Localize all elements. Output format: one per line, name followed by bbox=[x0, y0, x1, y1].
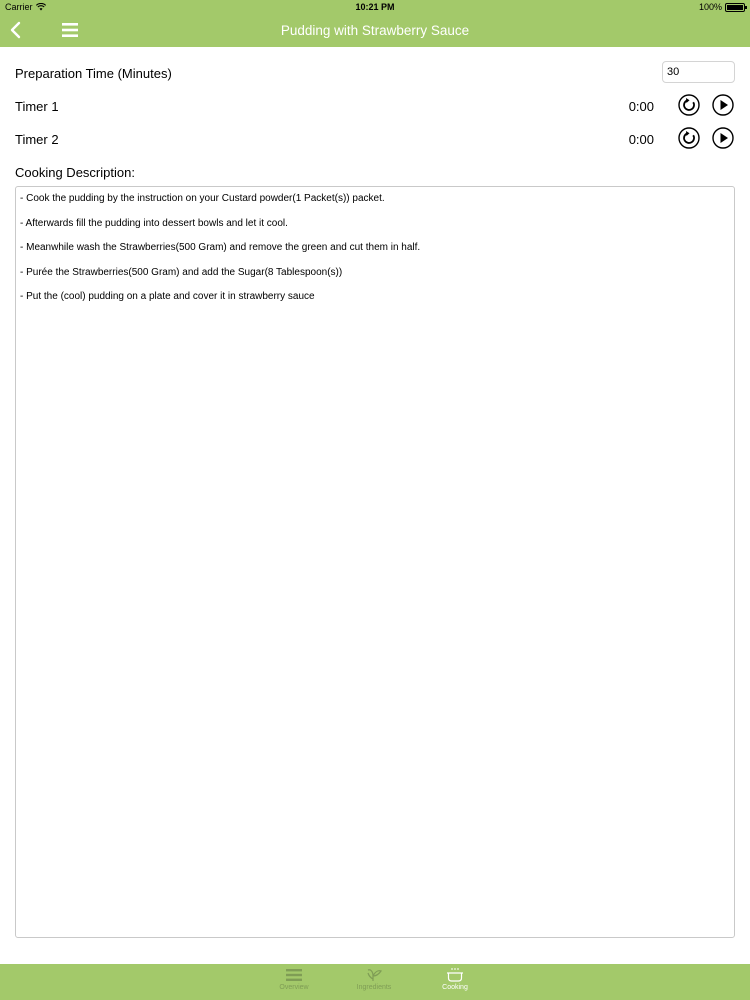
reset-timer-icon[interactable] bbox=[678, 127, 700, 149]
tab-label: Ingredients bbox=[356, 984, 392, 991]
preparation-time-input[interactable] bbox=[662, 61, 735, 83]
cooking-step: - Meanwhile wash the Strawberries(500 Gram) and remove the green and cut them in half. bbox=[20, 242, 421, 253]
preparation-time-label: Preparation Time (Minutes) bbox=[15, 66, 172, 81]
page-title: Pudding with Strawberry Sauce bbox=[280, 23, 470, 38]
navigation-bar bbox=[0, 14, 750, 47]
reset-timer-icon[interactable] bbox=[678, 94, 700, 116]
timer-value: 0:00 bbox=[628, 99, 654, 114]
timer-label: Timer 1 bbox=[15, 99, 59, 114]
tab-cooking[interactable] bbox=[425, 967, 485, 991]
battery-indicator bbox=[699, 2, 745, 12]
battery-icon bbox=[725, 3, 745, 12]
tab-ingredients[interactable] bbox=[344, 967, 404, 991]
timer-label: Timer 2 bbox=[15, 132, 59, 147]
cooking-description-label: Cooking Description: bbox=[15, 165, 135, 180]
tab-overview[interactable] bbox=[264, 967, 324, 991]
play-icon[interactable] bbox=[712, 127, 734, 149]
battery-percent: 100% bbox=[698, 2, 722, 12]
tab-bar bbox=[0, 964, 750, 1000]
cooking-step: - Purée the Strawberries(500 Gram) and add the Sugar(8 Tablespoon(s)) bbox=[20, 266, 343, 278]
cooking-pot-icon bbox=[445, 967, 465, 983]
status-time: 10:21 PM bbox=[355, 2, 395, 12]
carrier-label: Carrier bbox=[5, 2, 33, 12]
play-icon[interactable] bbox=[712, 94, 734, 116]
tab-label: Cooking bbox=[442, 984, 468, 991]
cooking-step: - Afterwards fill the pudding into dessert bowls and let it cool. bbox=[20, 217, 288, 229]
cooking-step: - Put the (cool) pudding on a plate and cover it in strawberry sauce bbox=[20, 291, 315, 302]
status-bar bbox=[0, 0, 750, 14]
tab-label: Overview bbox=[279, 984, 309, 991]
cooking-description-textarea[interactable] bbox=[15, 186, 735, 938]
timer-value: 0:00 bbox=[628, 132, 654, 147]
ingredients-icon bbox=[364, 967, 384, 983]
cooking-step: - Cook the pudding by the instruction on your Custard powder(1 Packet(s)) packet. bbox=[20, 193, 385, 204]
list-icon bbox=[285, 967, 303, 983]
